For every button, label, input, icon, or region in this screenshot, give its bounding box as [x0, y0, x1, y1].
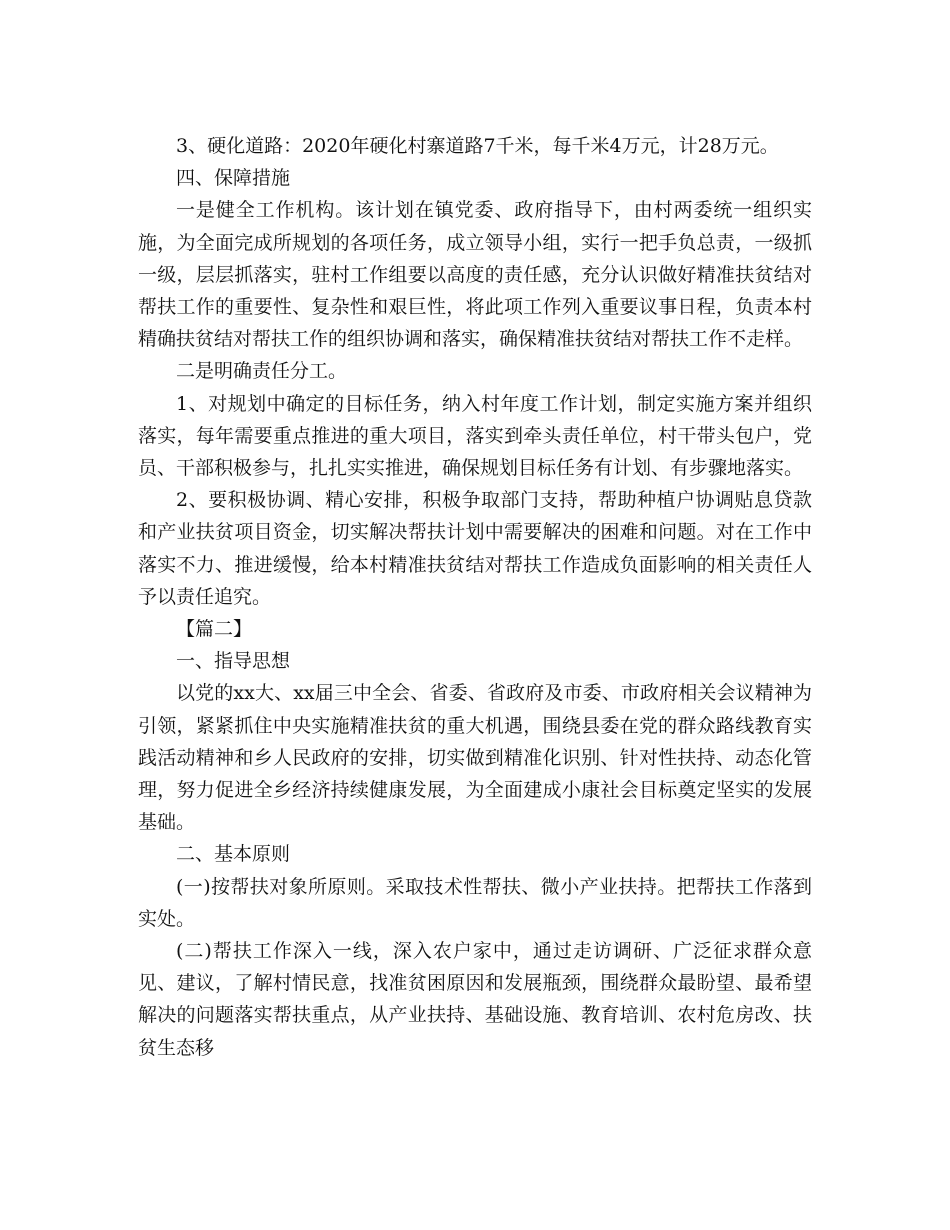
section-heading-guiding-ideology: 一、指导思想 [176, 650, 291, 673]
section-heading-basic-principles: 二、基本原则 [176, 843, 291, 866]
paragraph-coordination: 2、要积极协调、精心安排，积极争取部门支持，帮助种植户协调贴息贷款和产业扶贫项目资金，切实解决帮扶计划中需要解决的困难和问题。对在工作中落实不力、推进缓慢，给本村精准扶贫结对帮扶工作造成负面影响的相关责任人予以责任追究。 [138, 489, 812, 608]
paragraph-principle-one: (一)按帮扶对象所原则。采取技术性帮扶、微小产业扶持。把帮扶工作落到实处。 [138, 875, 812, 930]
subheading-responsibility-division: 二是明确责任分工。 [176, 360, 348, 383]
paragraph-guiding-ideology: 以党的xx大、xx届三中全会、省委、省政府及市委、市政府相关会议精神为引领，紧紧抓住中央实施精准扶贫的重大机遇，围绕县委在党的群众路线教育实践活动精神和乡人民政府的安排，切实做到精准化识别、针对性扶持、动态化管理，努力促进全乡经济持续健康发展，为全面建成小康社会目标奠定坚实的发展基础。 [138, 682, 812, 834]
section-heading-safeguards: 四、保障措施 [176, 167, 291, 190]
paragraph-target-tasks: 1、对规划中确定的目标任务，纳入村年度工作计划，制定实施方案并组织落实，每年需要重点推进的重大项目，落实到牵头责任单位，村干带头包户，党员、干部积极参与，扎扎实实推进，确保规划目标任务有计划、有步骤地落实。 [138, 392, 812, 480]
paragraph-principle-two: (二)帮扶工作深入一线，深入农户家中，通过走访调研、广泛征求群众意见、建议，了解村情民意，找准贫困原因和发展瓶颈，围绕群众最盼望、最希望解决的问题落实帮扶重点，从产业扶持、基础设施、教育培训、农村危房改、扶贫生态移 [138, 940, 812, 1059]
section-heading-part-two: 【篇二】 [176, 618, 253, 641]
document-body [138, 130, 812, 1064]
paragraph-road-hardening: 3、硬化道路：2020年硬化村寨道路7千米，每千米4万元，计28万元。 [176, 135, 779, 157]
paragraph-work-organization: 一是健全工作机构。该计划在镇党委、政府指导下，由村两委统一组织实施，为全面完成所规划的各项任务，成立领导小组，实行一把手负总责，一级抓一级，层层抓落实，驻村工作组要以高度的责任感，充分认识做好精准扶贫结对帮扶工作的重要性、复杂性和艰巨性，将此项工作列入重要议事日程，负责本村精确扶贫结对帮扶工作的组织协调和落实，确保精准扶贫结对帮扶工作不走样。 [138, 199, 812, 351]
